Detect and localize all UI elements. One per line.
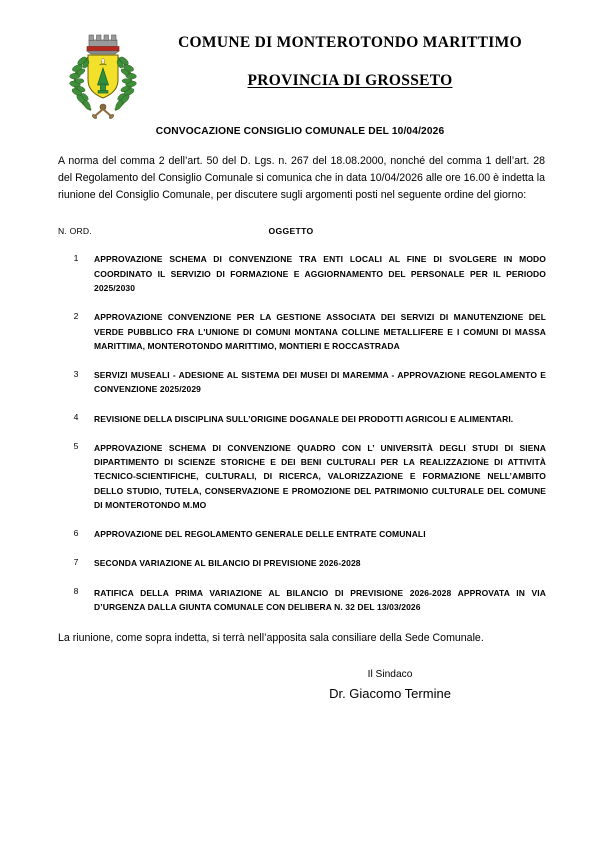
coat-of-arms-icon bbox=[66, 28, 140, 120]
intro-paragraph: A norma del comma 2 dell’art. 50 del D. Lgs. n. 267 del 18.08.2000, nonché del comma 1 dell’art. 28 del Regolamento del Consiglio Comunale si comunica che in data 10/04/2026 alle ore 16.00 è indetta la riunione del Consiglio Comunale, per discutere sugli argomenti posti nel seguente ordine del giorno: bbox=[58, 155, 545, 202]
table-row bbox=[58, 527, 546, 541]
table-row bbox=[58, 252, 546, 295]
table-row bbox=[58, 441, 546, 512]
agenda-item-number: 3 bbox=[73, 368, 79, 379]
agenda-item-object: SECONDA VARIAZIONE AL BILANCIO DI PREVISIONE 2026-2028 bbox=[94, 558, 361, 569]
agenda-item-object: SERVIZI MUSEALI - ADESIONE AL SISTEMA DEI MUSEI DI MAREMMA - APPROVAZIONE REGOLAMENTO E CONVENZIONE 2025/2029 bbox=[94, 370, 546, 395]
page-subtitle: PROVINCIA DI GROSSETO bbox=[247, 72, 453, 89]
agenda-item-number: 6 bbox=[73, 527, 79, 538]
table-row bbox=[58, 412, 546, 426]
table-row bbox=[58, 556, 546, 570]
document-header bbox=[0, 0, 600, 112]
agenda-item-object: RATIFICA DELLA PRIMA VARIAZIONE AL BILANCIO DI PREVISIONE 2026-2028 APPROVATA IN VIA D’URGENZA DALLA GIUNTA COMUNALE CON DELIBERA N. 32 DEL 13/03/2026 bbox=[94, 587, 546, 612]
header-titles bbox=[150, 34, 550, 90]
column-header-object: OGGETTO bbox=[268, 226, 314, 237]
signature-role: Il Sindaco bbox=[367, 669, 413, 681]
signature-block bbox=[0, 667, 600, 704]
agenda-item-number: 2 bbox=[73, 310, 79, 321]
agenda-item-number: 4 bbox=[73, 412, 79, 423]
closing-paragraph: La riunione, come sopra indetta, si terrà nell’apposita sala consiliare della Sede Comunale. bbox=[58, 632, 484, 645]
agenda-table bbox=[58, 226, 546, 614]
agenda-item-object: REVISIONE DELLA DISCIPLINA SULL’ORIGINE DOGANALE DEI PRODOTTI AGRICOLI E ALIMENTARI. bbox=[94, 413, 514, 424]
column-header-number: N. ORD. bbox=[58, 226, 92, 237]
agenda-item-object: APPROVAZIONE CONVENZIONE PER LA GESTIONE ASSOCIATA DEI SERVIZI DI MANUTENZIONE DEL VERDE PUBBLICO FRA L'UNIONE DI COMUNI MONTANA COLLINE METALLIFERE E I COMUNI DI MASSA MARITTIMA, MONTEROTONDO MARITTIMO, MONTIERI E ROCCASTRADA bbox=[94, 312, 546, 351]
signature-name: Dr. Giacomo Termine bbox=[329, 686, 451, 702]
agenda-item-object: APPROVAZIONE DEL REGOLAMENTO GENERALE DELLE ENTRATE COMUNALI bbox=[94, 529, 426, 540]
table-row bbox=[58, 368, 546, 397]
table-row bbox=[58, 586, 546, 615]
agenda-item-number: 5 bbox=[73, 441, 79, 452]
agenda-item-number: 1 bbox=[73, 252, 79, 263]
agenda-item-number: 7 bbox=[73, 556, 79, 567]
agenda-header-row bbox=[58, 226, 546, 236]
page-title: COMUNE DI MONTEROTONDO MARITTIMO bbox=[178, 34, 522, 51]
agenda-item-object: APPROVAZIONE SCHEMA DI CONVENZIONE TRA ENTI LOCALI AL FINE DI SVOLGERE IN MODO COORDINATO IL SERVIZIO DI FORMAZIONE E AGGIORNAMENTO DEL PERSONALE PER IL PERIODO 2025/2030 bbox=[94, 254, 546, 293]
table-row bbox=[58, 310, 546, 353]
convocation-title: CONVOCAZIONE CONSIGLIO COMUNALE DEL 10/04/2026 bbox=[155, 126, 445, 137]
agenda-item-number: 8 bbox=[73, 586, 79, 597]
agenda-item-object: APPROVAZIONE SCHEMA DI CONVENZIONE QUADRO CON L’ UNIVERSITÀ DEGLI STUDI DI SIENA DIPARTIMENTO DI SCIENZE STORICHE E DEI BENI CULTURALI PER LA REALIZZAZIONE DI ATTIVITÀ TECNICO-SCIENTIFICHE, CULTURALI, DI RICERCA, VALORIZZAZIONE E FORMAZIONE NELL’AMBITO DELLO STUDIO, TUTELA, CONSERVAZIONE E PROMOZIONE DEL PATRIMONIO CULTURALE DEL COMUNE DI MONTEROTONDO M.MO bbox=[94, 442, 546, 510]
